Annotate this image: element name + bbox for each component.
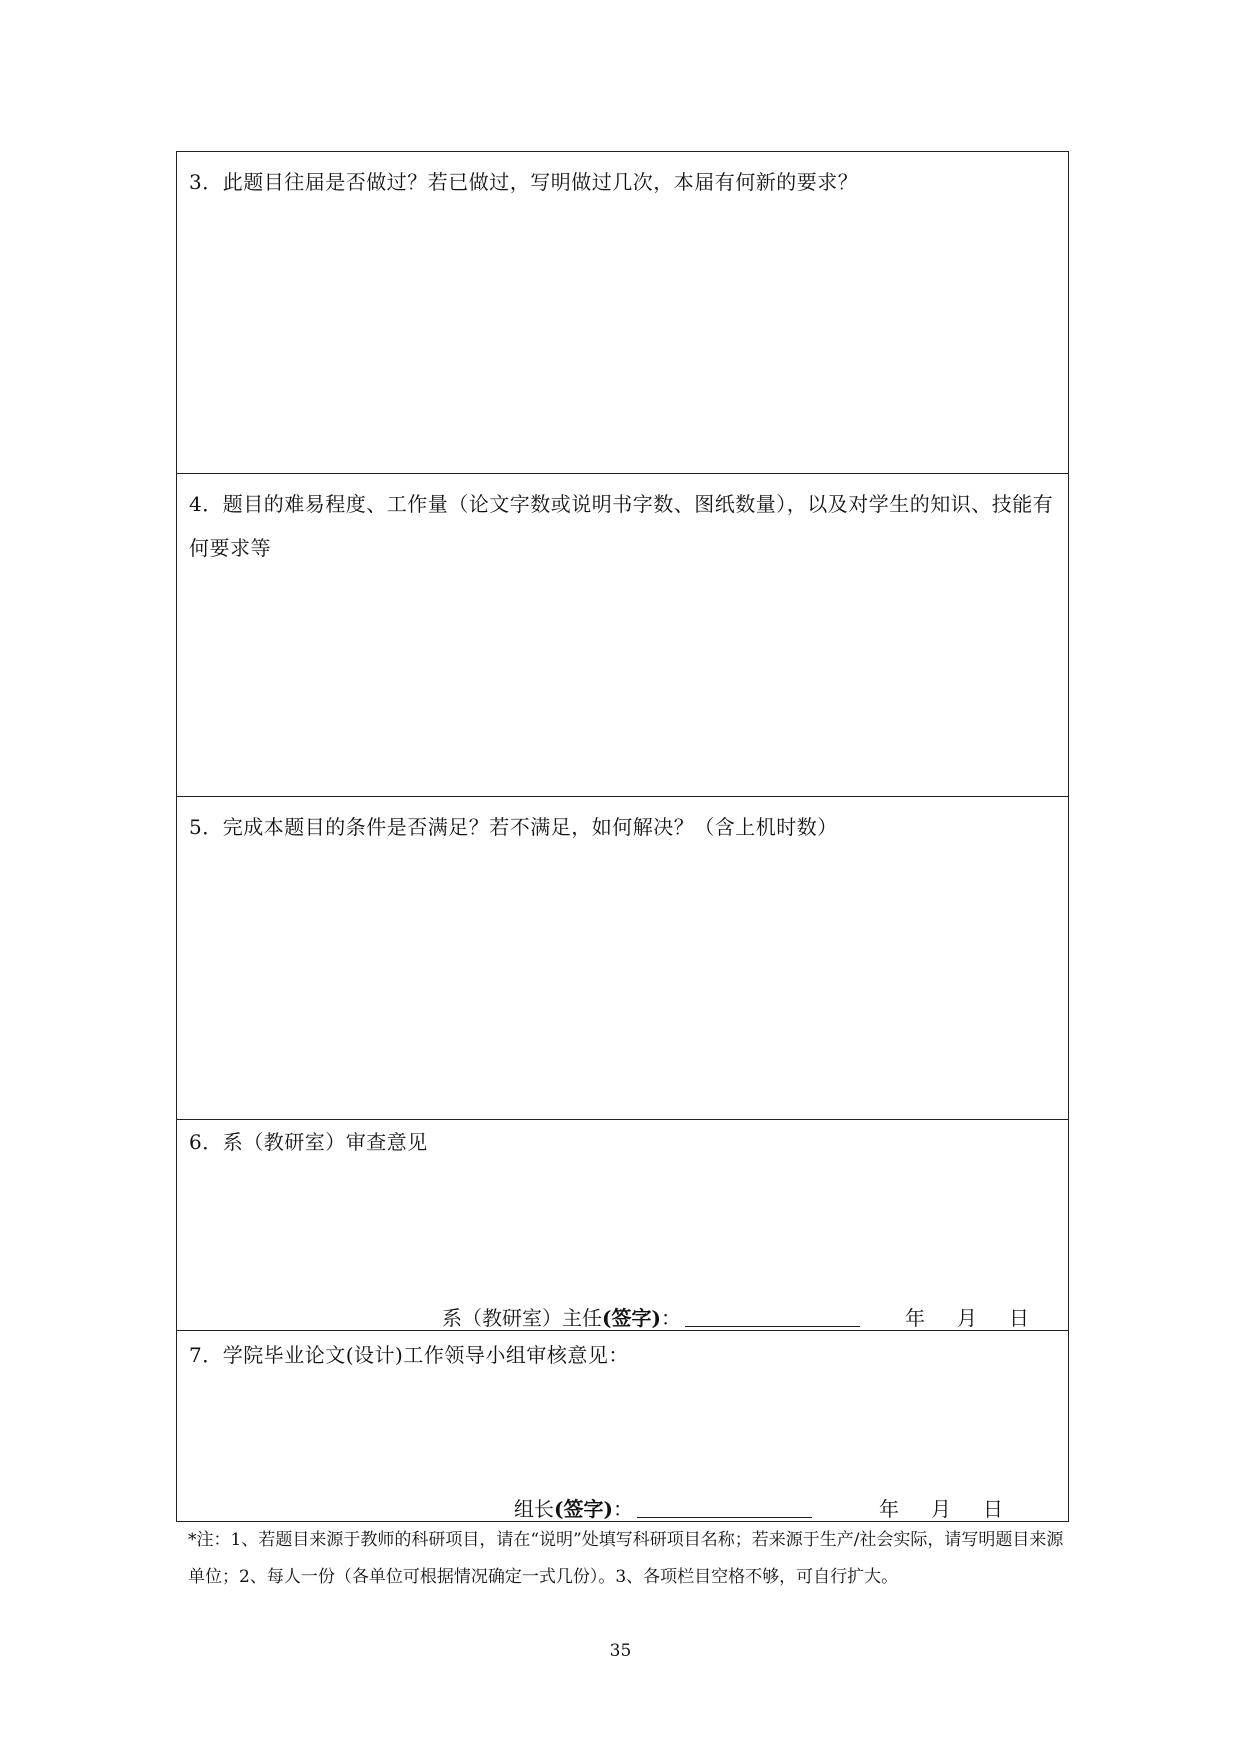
leader-signature-label: [514, 1497, 633, 1521]
page-number: 35: [609, 1641, 632, 1661]
dept-head-label: 系（教研室）主任: [442, 1306, 602, 1330]
section-q3: [177, 152, 1068, 474]
group-leader-label: 组长: [514, 1497, 554, 1521]
dept-signature-row: [442, 1302, 1029, 1331]
dept-signature-line[interactable]: [685, 1325, 860, 1327]
dept-date-day: 日: [1008, 1306, 1029, 1330]
leader-date-day: 日: [982, 1497, 1003, 1521]
question-6-text: 6．系（教研室）审查意见: [189, 1130, 428, 1154]
section-q7: [177, 1331, 1068, 1521]
dept-sign-colon: ：: [660, 1306, 681, 1330]
leader-signature-line[interactable]: [637, 1516, 812, 1518]
question-7-text: 7．学院毕业论文(设计)工作领导小组审核意见：: [189, 1343, 629, 1367]
footnote: *注：1、若题目来源于教师的科研项目，请在“说明”处填写科研项目名称；若来源于生产/社会实际，请写明题目来源单位；2、每人一份（各单位可根据情况确定一式几份）。3、各项栏目空格不够，可自行扩大。: [188, 1530, 1064, 1587]
dept-date-month: 月: [956, 1306, 977, 1330]
leader-date-year: 年: [878, 1497, 899, 1521]
question-4-text: 4．题目的难易程度、工作量（论文字数或说明书字数、图纸数量），以及对学生的知识、技能有何要求等: [189, 492, 1054, 560]
review-form-table: [176, 151, 1069, 1522]
question-5-text: 5．完成本题目的条件是否满足？若不满足，如何解决？（含上机时数）: [189, 815, 838, 839]
section-q4: [177, 474, 1068, 797]
dept-date-year: 年: [904, 1306, 925, 1330]
dept-sign-word: (签字): [602, 1306, 661, 1330]
dept-signature-label: [442, 1306, 681, 1330]
section-q6: [177, 1120, 1068, 1331]
leader-signature-row: [514, 1493, 1003, 1522]
section-q5: [177, 797, 1068, 1120]
leader-date-month: 月: [930, 1497, 951, 1521]
leader-sign-word: (签字): [554, 1497, 613, 1521]
question-3-text: 3．此题目往届是否做过？若已做过，写明做过几次，本届有何新的要求？: [189, 170, 859, 194]
leader-sign-colon: ：: [612, 1497, 633, 1521]
